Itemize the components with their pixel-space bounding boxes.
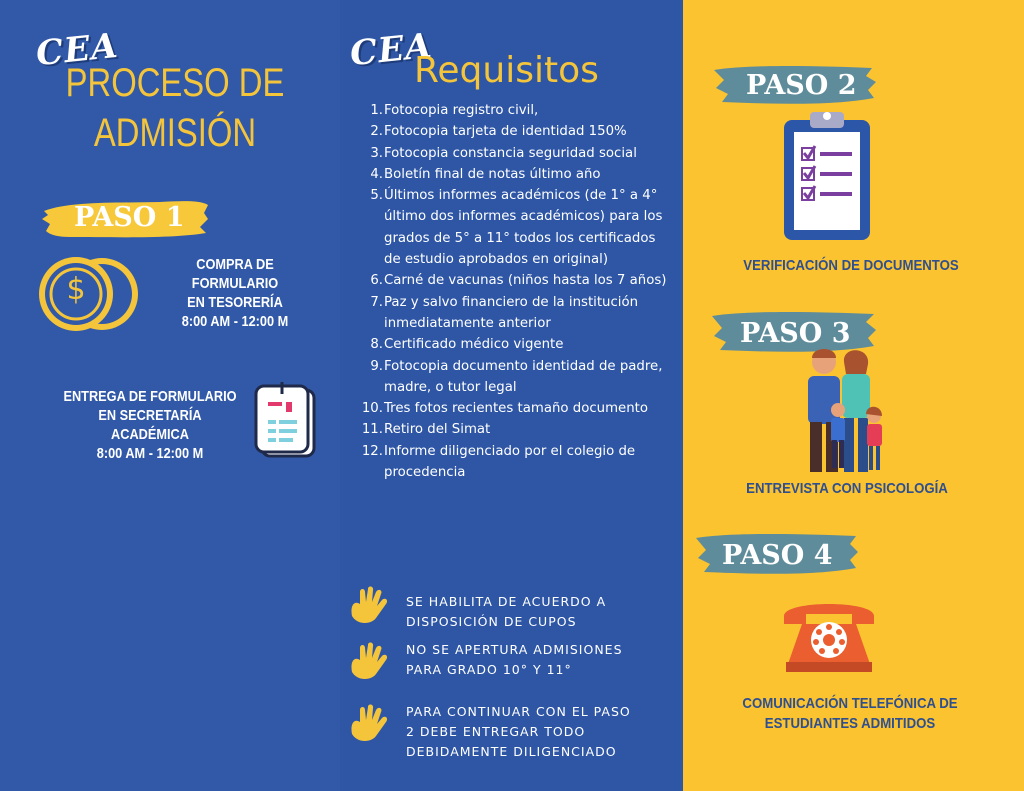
title-line-2: ADMISIÓN — [93, 111, 257, 155]
entrega-line-1: ENTREGA DE FORMULARIO — [63, 388, 237, 405]
compra-text — [164, 255, 305, 331]
hand-icon — [346, 704, 392, 746]
note-1 — [406, 592, 606, 632]
list-item: 11. Retiro del Simat — [361, 422, 491, 438]
compra-line-3: EN TESORERÍA — [187, 294, 283, 311]
paso1-label: PASO 1 — [74, 202, 185, 233]
page-title — [64, 58, 285, 158]
note-1-line-2: DISPOSICIÓN DE CUPOS — [406, 614, 577, 629]
note-2-line-1: NO SE APERTURA ADMISIONES — [406, 642, 623, 657]
title-line-1: PROCESO DE — [65, 61, 285, 105]
note-2 — [406, 640, 623, 680]
form-document-icon — [252, 380, 318, 460]
list-item: 7. Paz y salvo financiero de la institución inmediatamente anterior — [370, 294, 639, 331]
entrega-text — [58, 387, 242, 463]
paso4-label: PASO 4 — [722, 540, 833, 571]
note-3-line-2: 2 DEBE ENTREGAR TODO — [406, 724, 586, 739]
family-icon — [794, 340, 890, 476]
paso4-caption-line-1: COMUNICACIÓN TELEFÓNICA DE — [742, 695, 958, 712]
note-3-line-1: PARA CONTINUAR CON EL PASO — [406, 704, 631, 719]
requirements-list — [356, 100, 676, 483]
entrega-line-2: EN SECRETARÍA ACADÉMICA — [98, 407, 202, 443]
note-3 — [406, 702, 631, 762]
entrega-line-3: 8:00 AM - 12:00 M — [96, 445, 204, 462]
list-item: 2. Fotocopia tarjeta de identidad 150% — [370, 124, 627, 140]
list-item: 9. Fotocopia documento identidad de padre, madre, o tutor legal — [370, 358, 663, 395]
note-1-line-1: SE HABILITA DE ACUERDO A — [406, 594, 607, 609]
paso4-caption — [737, 694, 962, 734]
compra-line-1: COMPRA DE — [196, 256, 274, 273]
list-item: 5. Últimos informes académicos (de 1° a 4° último dos informes académicos) para los grados de 5° a 11° todos los certificados de estudio aprobados en original) — [370, 188, 663, 268]
paso4-caption-line-2: ESTUDIANTES ADMITIDOS — [764, 715, 936, 732]
list-item: 6. Carné de vacunas (niños hasta los 7 años) — [370, 273, 667, 289]
list-item: 1. Fotocopia registro civil, — [370, 103, 539, 118]
clipboard-icon — [782, 108, 872, 242]
note-3-line-3: DEBIDAMENTE DILIGENCIADO — [406, 744, 617, 759]
dollar-symbol: $ — [66, 272, 86, 307]
list-item: 3. Fotocopia constancia seguridad social — [370, 145, 637, 161]
telephone-icon — [780, 594, 878, 674]
coins-icon — [38, 255, 144, 333]
list-item: 4. Boletín final de notas último año — [370, 166, 601, 182]
hand-icon — [346, 586, 392, 628]
cea-logo-middle: CEA — [348, 25, 435, 75]
note-2-line-2: PARA GRADO 10° Y 11° — [406, 662, 572, 677]
compra-line-4: 8:00 AM - 12:00 M — [181, 313, 289, 330]
list-item: 10. Tres fotos recientes tamaño documento — [361, 401, 648, 417]
paso3-caption: ENTREVISTA CON PSICOLOGÍA — [746, 480, 948, 497]
requisitos-title: Requisitos — [414, 50, 599, 91]
paso3-label: PASO 3 — [740, 318, 851, 349]
cea-logo-left: CEA — [34, 25, 121, 75]
list-item: 12. Informe diligenciado por el colegio de procedencia — [361, 443, 636, 481]
list-item: 8. Certificado médico vigente — [370, 337, 564, 353]
paso2-label: PASO 2 — [746, 70, 857, 101]
compra-line-2: FORMULARIO — [191, 275, 279, 292]
paso2-caption: VERIFICACIÓN DE DOCUMENTOS — [743, 257, 959, 274]
hand-icon — [346, 642, 392, 684]
